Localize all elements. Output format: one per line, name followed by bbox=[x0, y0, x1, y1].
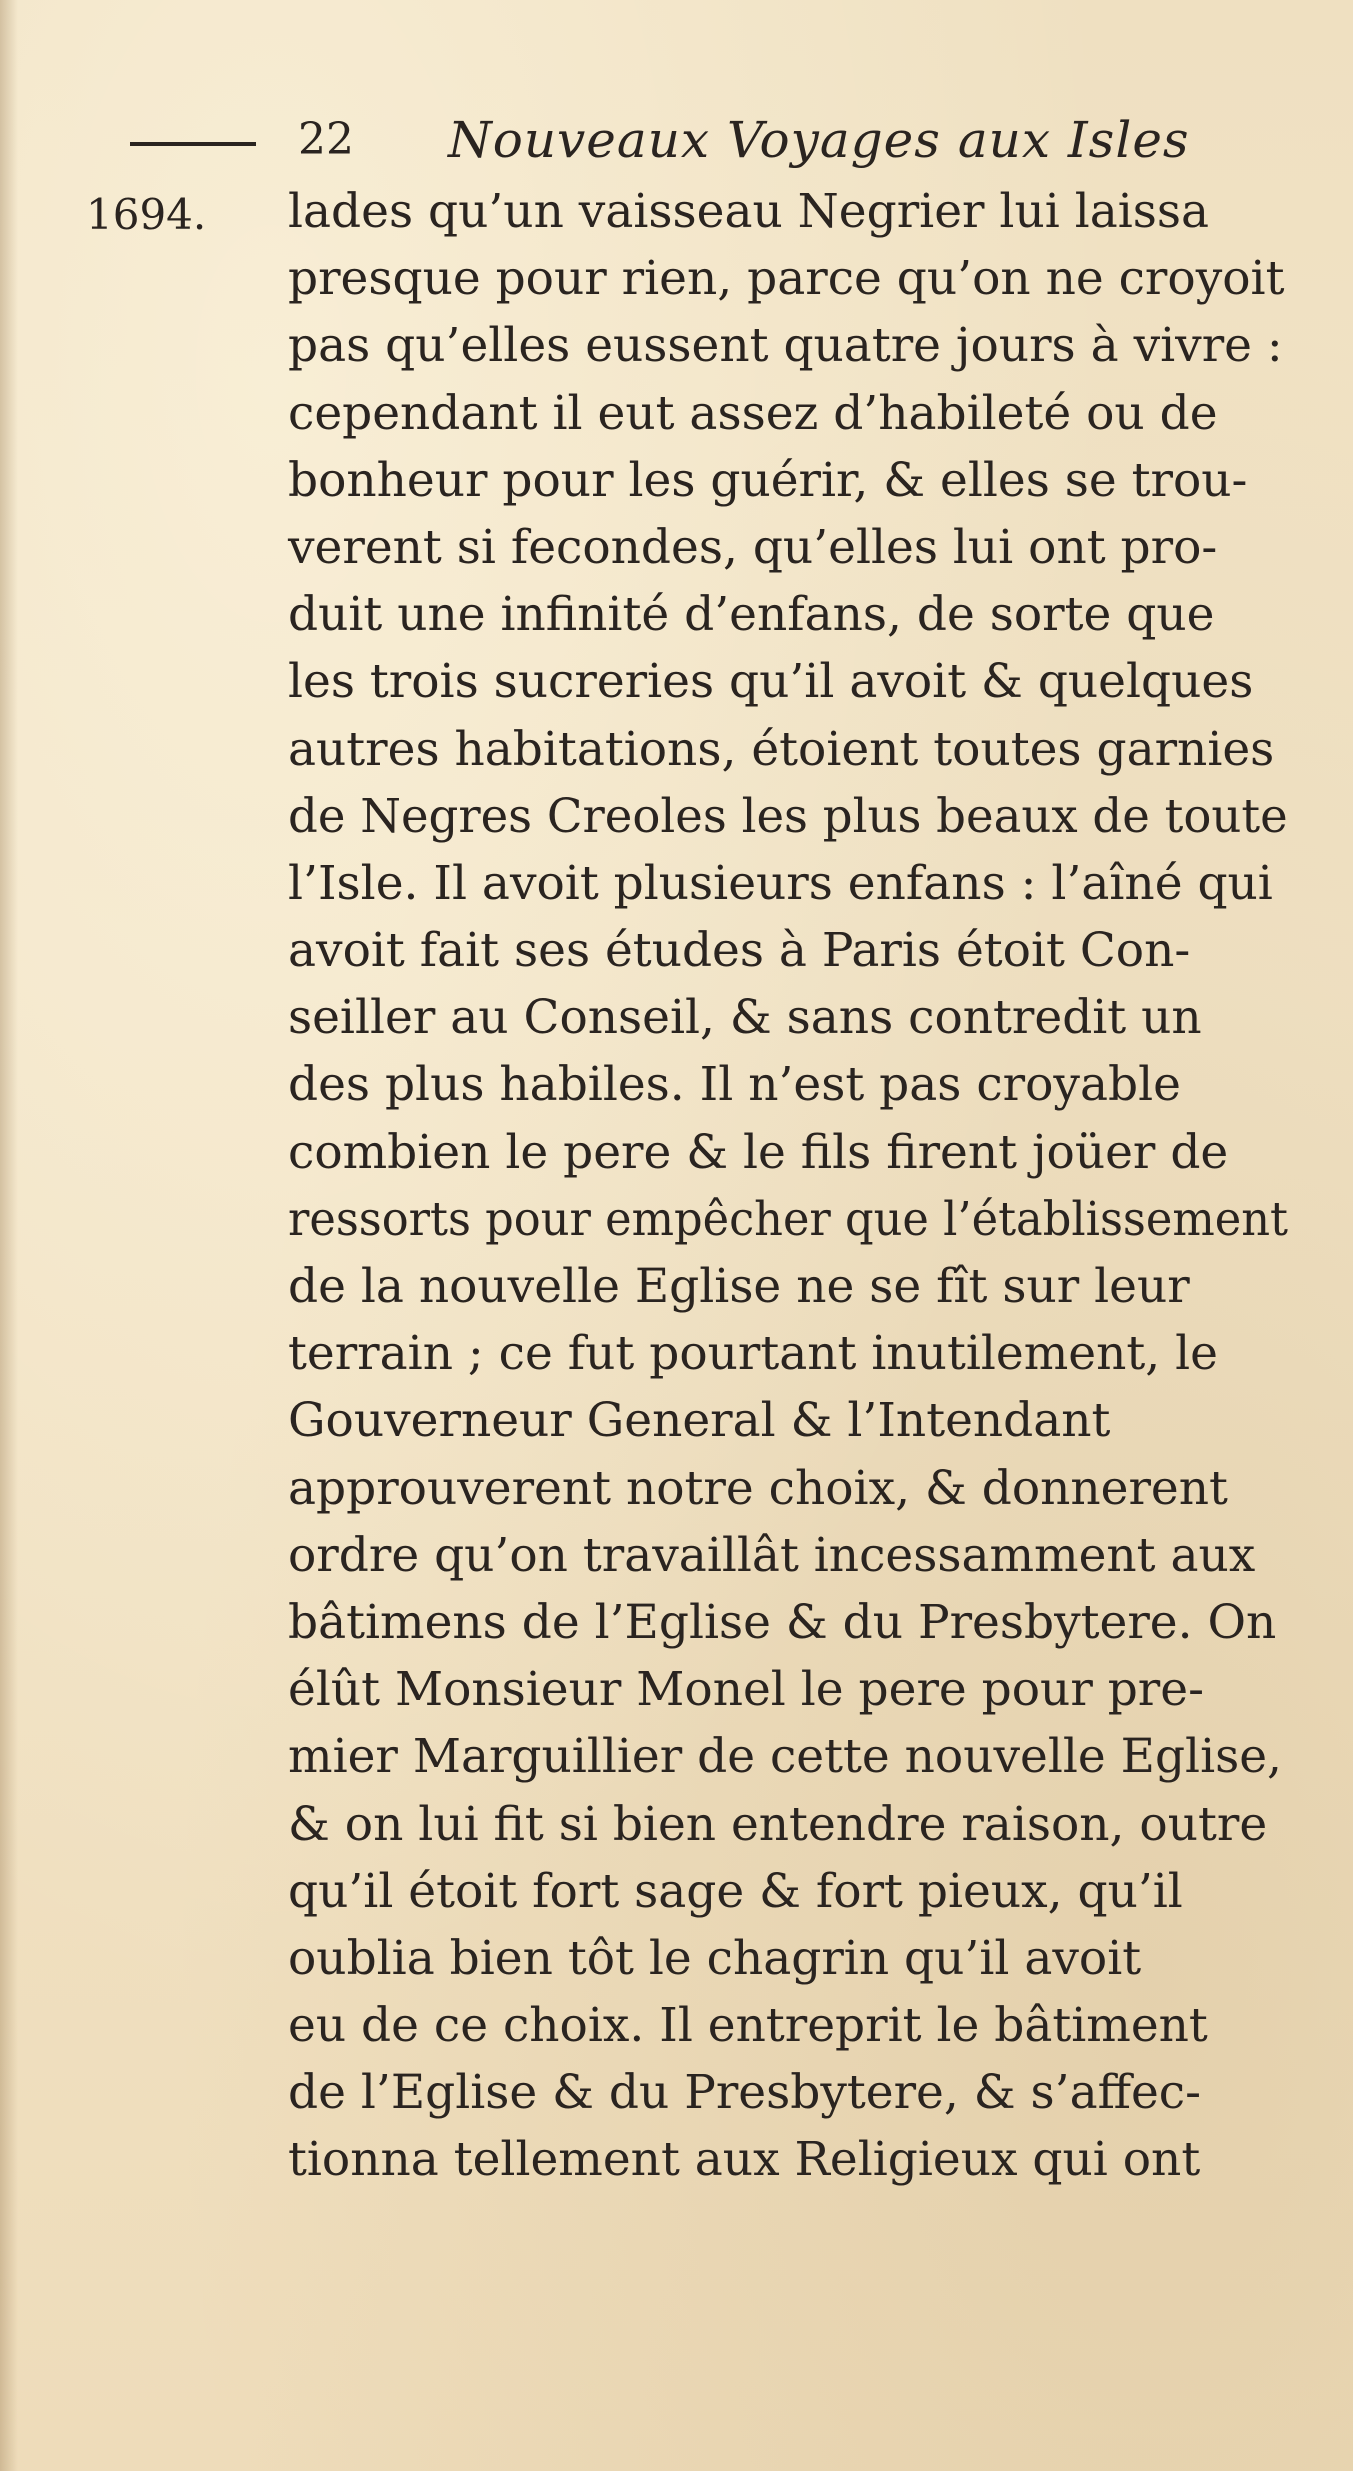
text-line: autres habitations, étoient toutes garnies bbox=[288, 721, 1275, 777]
text-line: terrain ; ce fut pourtant inutilement, le bbox=[288, 1326, 1218, 1382]
text-line: de Negres Creoles les plus beaux de toute bbox=[288, 788, 1288, 844]
text-line: ordre qu’on travaillât incessamment aux bbox=[288, 1527, 1256, 1583]
text-line: de l’Eglise & du Presbytere, & s’affec- bbox=[288, 2065, 1202, 2121]
text-line: l’Isle. Il avoit plusieurs enfans : l’aîné qui bbox=[288, 855, 1273, 911]
text-line: de la nouvelle Eglise ne se fît sur leur bbox=[288, 1259, 1190, 1314]
text-line: eu de ce choix. Il entreprit le bâtiment bbox=[288, 1998, 1208, 2054]
text-line: qu’il étoit fort sage & fort pieux, qu’il bbox=[288, 1863, 1183, 1919]
body-text bbox=[288, 178, 1288, 2194]
text-line: presque pour rien, parce qu’on ne croyoit bbox=[288, 251, 1285, 307]
text-line: bonheur pour les guérir, & elles se trou- bbox=[288, 452, 1248, 508]
running-header bbox=[130, 106, 1230, 176]
text-line: & on lui fit si bien entendre raison, outre bbox=[288, 1796, 1268, 1852]
text-line: tionna tellement aux Religieux qui ont bbox=[288, 2132, 1201, 2188]
running-title: Nouveaux Voyages aux Isles bbox=[448, 111, 1190, 169]
text-line: combien le pere & le fils firent joüer de bbox=[288, 1124, 1229, 1180]
text-line: les trois sucreries qu’il avoit & quelques bbox=[288, 654, 1254, 710]
text-line: approuverent notre choix, & donnerent bbox=[288, 1460, 1228, 1516]
text-line: élût Monsieur Monel le pere pour pre- bbox=[288, 1662, 1204, 1718]
text-line: seiller au Conseil, & sans contredit un bbox=[288, 990, 1202, 1046]
text-line: bâtimens de l’Eglise & du Presbytere. On bbox=[288, 1594, 1277, 1650]
text-line: oublia bien tôt le chagrin qu’il avoit bbox=[288, 1930, 1142, 1986]
text-line: des plus habiles. Il n’est pas croyable bbox=[288, 1057, 1181, 1113]
text-line: verent si fecondes, qu’elles lui ont pro- bbox=[288, 519, 1218, 575]
text-line: Gouverneur General & l’Intendant bbox=[288, 1393, 1111, 1449]
page-gutter-shadow bbox=[0, 0, 18, 2471]
text-line: pas qu’elles eussent quatre jours à vivre : bbox=[288, 318, 1283, 374]
text-line: ressorts pour empêcher que l’établissement bbox=[288, 1191, 1288, 1247]
header-rule bbox=[130, 142, 256, 146]
text-line: lades qu’un vaisseau Negrier lui laissa bbox=[288, 184, 1210, 239]
text-line: mier Marguillier de cette nouvelle Eglise, bbox=[288, 1729, 1282, 1785]
text-line: duit une infinité d’enfans, de sorte que bbox=[288, 587, 1215, 643]
margin-year: 1694. bbox=[86, 190, 207, 239]
text-line: cependant il eut assez d’habileté ou de bbox=[288, 385, 1218, 441]
text-line: avoit fait ses études à Paris étoit Con- bbox=[288, 923, 1191, 979]
page-number: 22 bbox=[298, 114, 354, 165]
